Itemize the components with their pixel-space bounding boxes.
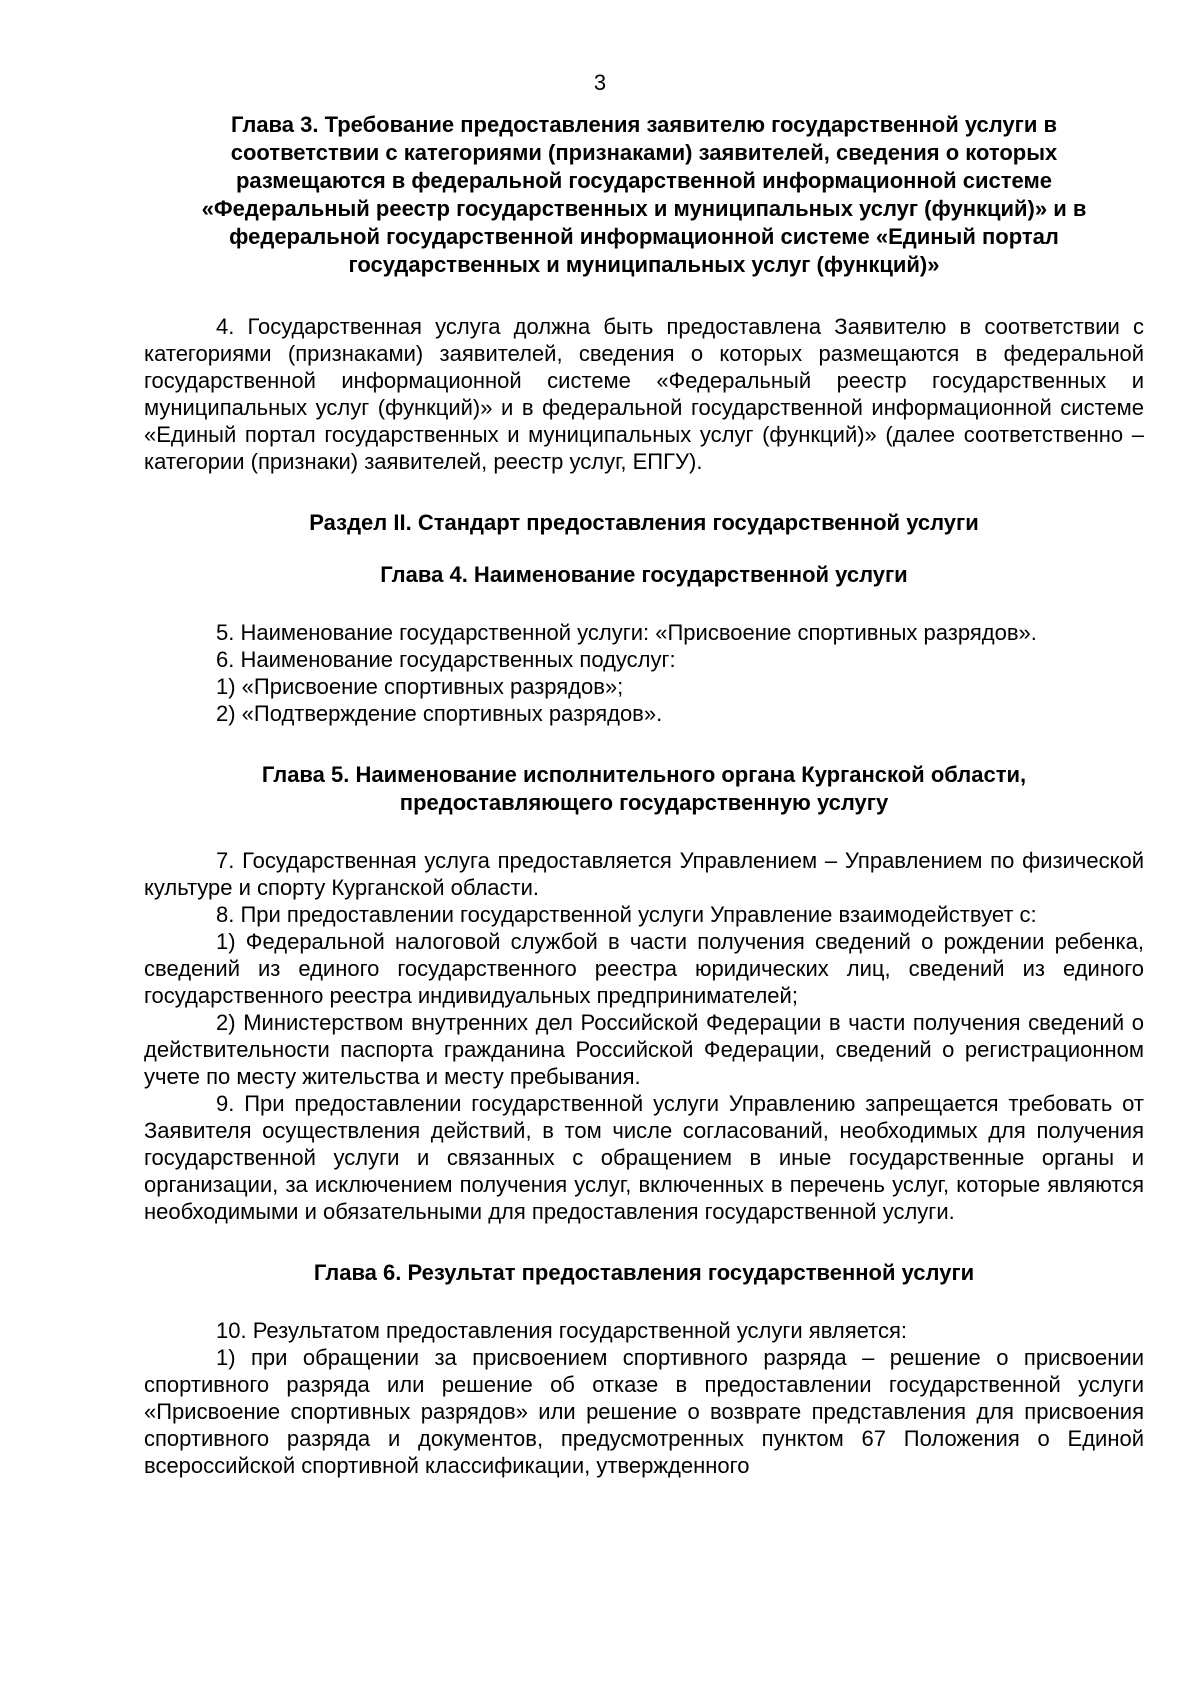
chapter-3-title: Глава 3. Требование предоставления заявителю государственной услуги в соответствии с категориями (признаками) заявителей, сведения о которых размещаются в федеральной государственной информационной системе «Федеральный реестр государственных и муниципальных услуг (функций)» и в федеральной государственной информационной системе «Единый портал государственных и муниципальных услуг (функций)» [201, 112, 1087, 277]
paragraph-4: 4. Государственная услуга должна быть предоставлена Заявителю в соответствии с категориями (признаками) заявителей, сведения о которых размещаются в федеральной государственной информационной системе «Федеральный реестр государственных и муниципальных услуг (функций)» и в федеральной государственной информационной системе «Единый портал государственных и муниципальных услуг (функций)» (далее соответственно – категории (признаки) заявителей, реестр услуг, ЕПГУ). [144, 314, 1144, 474]
chapter-5-title-block [144, 761, 1144, 817]
chapter-5-title-line-1: Глава 5. Наименование исполнительного органа Курганской области, [261, 762, 1027, 787]
paragraph-10: 10. Результатом предоставления государственной услуги является: [216, 1318, 907, 1343]
paragraph-9: 9. При предоставлении государственной услуги Управлению запрещается требовать от Заявителя осуществления действий, в том числе согласований, необходимых для получения государственной услуги и связанных с обращением в иные государственные органы и организации, за исключением получения услуг, включенных в перечень услуг, которые являются необходимыми и обязательными для предоставления государственной услуги. [144, 1091, 1144, 1224]
list-item-8-1: 1) Федеральной налоговой службой в части получения сведений о рождении ребенка, сведений из единого государственного реестра юридических лиц, сведений из единого государственного реестра индивидуальных предпринимателей; [144, 929, 1144, 1008]
list-item-6-1: 1) «Присвоение спортивных разрядов»; [216, 674, 624, 699]
paragraph-6: 6. Наименование государственных подуслуг: [216, 647, 676, 672]
chapter-4-title: Глава 4. Наименование государственной услуги [380, 562, 908, 587]
chapter-6-title: Глава 6. Результат предоставления государственной услуги [313, 1260, 975, 1285]
list-item-6-2: 2) «Подтверждение спортивных разрядов». [216, 701, 663, 726]
chapter-5-title-line-2: предоставляющего государственную услугу [399, 790, 889, 815]
paragraph-5: 5. Наименование государственной услуги: «Присвоение спортивных разрядов». [216, 620, 1037, 645]
page-number: 3 [593, 70, 607, 95]
paragraph-7: 7. Государственная услуга предоставляется Управлением – Управлением по физической культуре и спорту Курганской области. [144, 848, 1144, 900]
section-2-title: Раздел II. Стандарт предоставления государственной услуги [309, 510, 979, 535]
list-item-10-1: 1) при обращении за присвоением спортивного разряда – решение о присвоении спортивного разряда или решение об отказе в предоставлении государственной услуги «Присвоение спортивных разрядов» или решение о возврате представления для присвоения спортивного разряда и документов, предусмотренных пунктом 67 Положения о Единой всероссийской спортивной классификации, утвержденного [144, 1345, 1144, 1478]
list-item-8-2: 2) Министерством внутренних дел Российской Федерации в части получения сведений о действительности паспорта гражданина Российской Федерации, сведений о регистрационном учете по месту жительства и месту пребывания. [144, 1010, 1144, 1089]
document-body [144, 111, 1144, 1479]
paragraph-8: 8. При предоставлении государственной услуги Управление взаимодействует с: [216, 902, 1037, 927]
